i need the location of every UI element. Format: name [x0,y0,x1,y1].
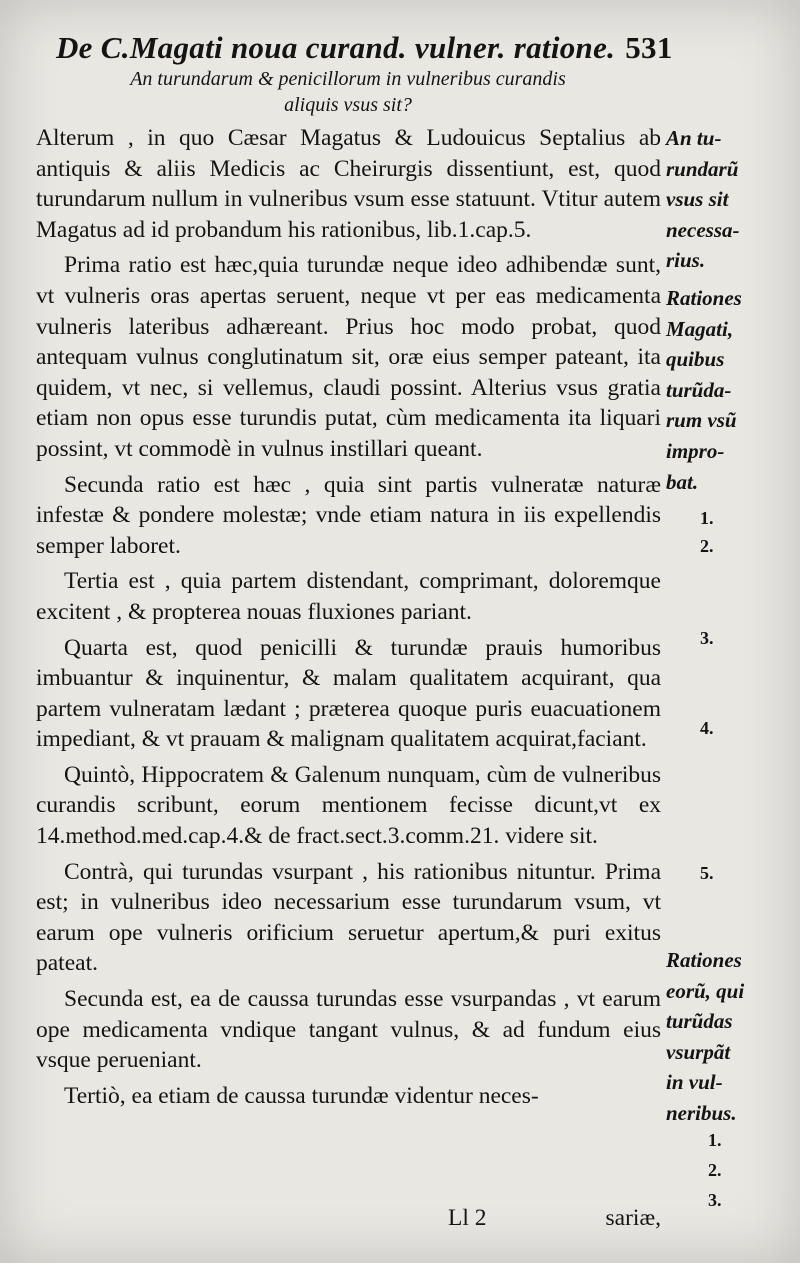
paragraph-contra: Contrà, qui turundas vsurpant , his rationibus nituntur. Prima est; in vulneribus ideo necessarium esse turundarum vsum, vt earum ope vulneris orificium seruetur apertum,& puri exitus pateat. [36,858,661,977]
main-text [36,123,661,1111]
paragraph-secunda-est: Secunda est, ea de caussa turundas esse vsurpandas , vt earum ope medicamenta vndique tangant vulnus, & ad fundum eius vsque perueniant. [36,986,661,1074]
margin-numeral: 3. [708,1190,722,1210]
paragraph-secunda-ratio: Secunda ratio est hæc , quia sint partis vulneratæ naturæ infestæ & pondere molestæ; vnde etiam natura in iis expellendis semper laboret. [36,471,661,559]
margin-note-magati-reasons: Rationes Magati, quibus turũda- rum vsũ impro- bat. [666,286,742,494]
paragraph-quarta: Quarta est, quod penicilli & turundæ prauis humoribus imbuantur & inquinentur, & malam qualitatem acquirant, qua partem vulneratam lædant ; præterea quoque puris euacuationem impediant, & vt prauam & malignam qualitatem acquirat,faciant. [36,634,661,753]
margin-note-necessity: An tu- rundarũ vsus sit necessa- rius. [666,126,740,273]
paragraph-quinto: Quintò, Hippocratem & Galenum nunquam, cùm de vulneribus curandis scribunt, eorum mentionem fecisse dicunt,vt ex 14.method.med.cap.4.& de fract.sect.3.comm.21. videre sit. [36,761,661,850]
margin-numeral: 4. [700,718,714,738]
margin-numeral: 5. [700,863,714,883]
section-heading-line-2: aliquis vsus sit? [284,94,412,116]
paragraph-tertio: Tertiò, ea etiam de caussa turundæ videntur neces- [64,1082,539,1109]
running-title: De C.Magati noua curand. vulner. ratione. 531 [56,30,673,65]
paragraph-prima-ratio: Prima ratio est hæc,quia turundæ neque ideo adhibendæ sunt, vt vulneris oras apertas seruent, neque vt per eas medicamenta vulneris lateribus adhæreant. Prius hoc modo probat, quod antequam vulnus conglutinatum sit, oræ eius semper pateant, ita quidem, vt nec, si vellemus, claudi possint. Alterius vsus gratia etiam non opus esse turundis putat, cùm medicamenta ita liquari possint, vt commodè in vulnus instillari queant. [36,252,661,462]
margin-note-opposing-reasons: Rationes eorũ, qui turũdas vsurpãt in vul- neribus. [666,948,745,1125]
catchword: sariæ, [605,1205,661,1231]
margin-numeral: 3. [700,628,714,648]
margin-numeral: 2. [708,1160,722,1180]
margin-numeral: 1. [708,1130,722,1150]
paragraph-tertia: Tertia est , quia partem distendant, comprimant, doloremque excitent , & propterea nouas fluxiones pariant. [36,568,661,625]
page-number: 531 [625,30,673,65]
page-header [28,30,788,118]
paragraph-alterum: Alterum , in quo Cæsar Magatus & Ludouicus Septalius ab antiquis & aliis Medicis ac Cheirurgis dissentiunt, est, quod turundarum nullum in vulneribus vsum esse statuunt. Vtitur autem Magatus ad id probandum his rationibus, lib.1.cap.5. [36,125,661,243]
margin-numeral: 1. [700,508,714,528]
section-heading-line-1: An turundarum & penicillorum in vulneribus curandis [130,68,566,90]
section-heading [28,66,668,118]
margin-numeral: 2. [700,536,714,556]
signature-mark: Ll 2 [448,1205,487,1231]
